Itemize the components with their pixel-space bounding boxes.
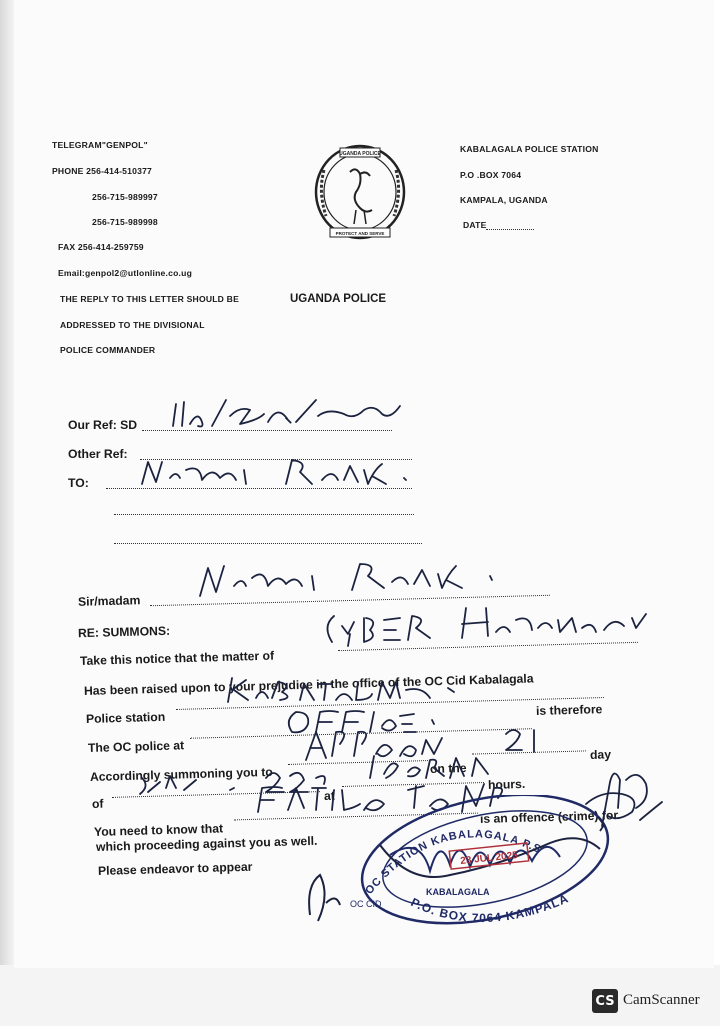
our-ref-handwriting: [168, 396, 418, 436]
oc-police-label: The OC police at: [87, 738, 185, 755]
salutation-label: Sir/madam: [77, 593, 141, 609]
on-the-label: on the: [429, 760, 467, 776]
of-label: of: [91, 796, 104, 811]
email-line: Email:genpol2@utlonline.co.ug: [58, 268, 193, 278]
reply-note-line-2: ADDRESSED TO THE DIVISIONAL: [60, 320, 205, 330]
svg-text:23 JUL 2025: 23 JUL 2025: [459, 850, 519, 867]
stamp-oc-label: OC CID: [350, 899, 382, 909]
at-label: at: [323, 788, 336, 803]
police-station-label: Police station: [85, 709, 166, 726]
official-stamp: [300, 795, 620, 935]
re-summons-label: RE: SUMMONS:: [77, 623, 171, 641]
reply-note-line-1: THE REPLY TO THIS LETTER SHOULD BE: [60, 294, 240, 304]
city-line: KAMPALA, UGANDA: [460, 195, 548, 205]
salutation-handwriting: [194, 558, 514, 602]
uganda-police-crest: [310, 140, 410, 248]
therefore-label: is therefore: [535, 702, 603, 718]
camscanner-name: CamScanner: [623, 992, 700, 1008]
date-day-handwriting: [500, 724, 560, 754]
offence-label: is an offence (crime) for: [479, 808, 619, 826]
date-dots: [486, 229, 534, 230]
telegram-line: TELEGRAM"GENPOL": [52, 140, 148, 150]
raised-line: Has been raised upon to your prejudice in the office of the OC Cid Kabalagala: [83, 671, 534, 698]
date-label: DATE: [463, 220, 487, 230]
day-label: day: [589, 747, 612, 762]
reply-note-line-3: POLICE COMMANDER: [60, 345, 156, 355]
fax-line: FAX 256-414-259759: [58, 242, 144, 252]
org-name: UGANDA POLICE: [290, 293, 387, 305]
endeavor-line: Please endeavor to appear: [97, 859, 253, 878]
matter-label: Take this notice that the matter of: [79, 648, 275, 668]
our-ref-label: Our Ref: SD: [68, 418, 138, 432]
phone-line: PHONE 256-414-510377: [52, 166, 153, 176]
address-dots-1: [114, 514, 414, 515]
address-dots-2: [114, 543, 422, 544]
stamp-ring-text: OC STATION KABALAGALA P.S: [363, 828, 544, 897]
stamp-lower-text: KABALAGALA: [426, 887, 490, 897]
po-box: P.O .BOX 7064: [460, 170, 522, 180]
phone-line-2: 256-715-989997: [92, 192, 158, 202]
hours-label: hours.: [487, 776, 526, 792]
other-ref-label: Other Ref:: [68, 447, 128, 461]
crest-bottom-text: PROTECT AND SERVE: [335, 231, 385, 236]
stamp-bottom-text: P.O. BOX 7064 KAMPALA: [408, 891, 571, 926]
proceeding-line: which proceeding against you as well.: [95, 833, 318, 854]
to-label: TO:: [68, 476, 89, 490]
station-name: KABALAGALA POLICE STATION: [460, 144, 599, 154]
camscanner-logo-icon: [592, 989, 618, 1013]
camscanner-badge-text: CS: [595, 993, 615, 1009]
to-handwriting: [136, 456, 416, 492]
matter-handwriting: [320, 604, 660, 650]
summoning-label: Accordingly summoning you to: [89, 764, 273, 784]
police-station-handwriting: [222, 672, 472, 706]
phone-line-3: 256-715-989998: [92, 217, 158, 227]
crest-top-text: UGANDA POLICE: [339, 151, 381, 157]
need-know-label: You need to know that: [93, 821, 224, 839]
